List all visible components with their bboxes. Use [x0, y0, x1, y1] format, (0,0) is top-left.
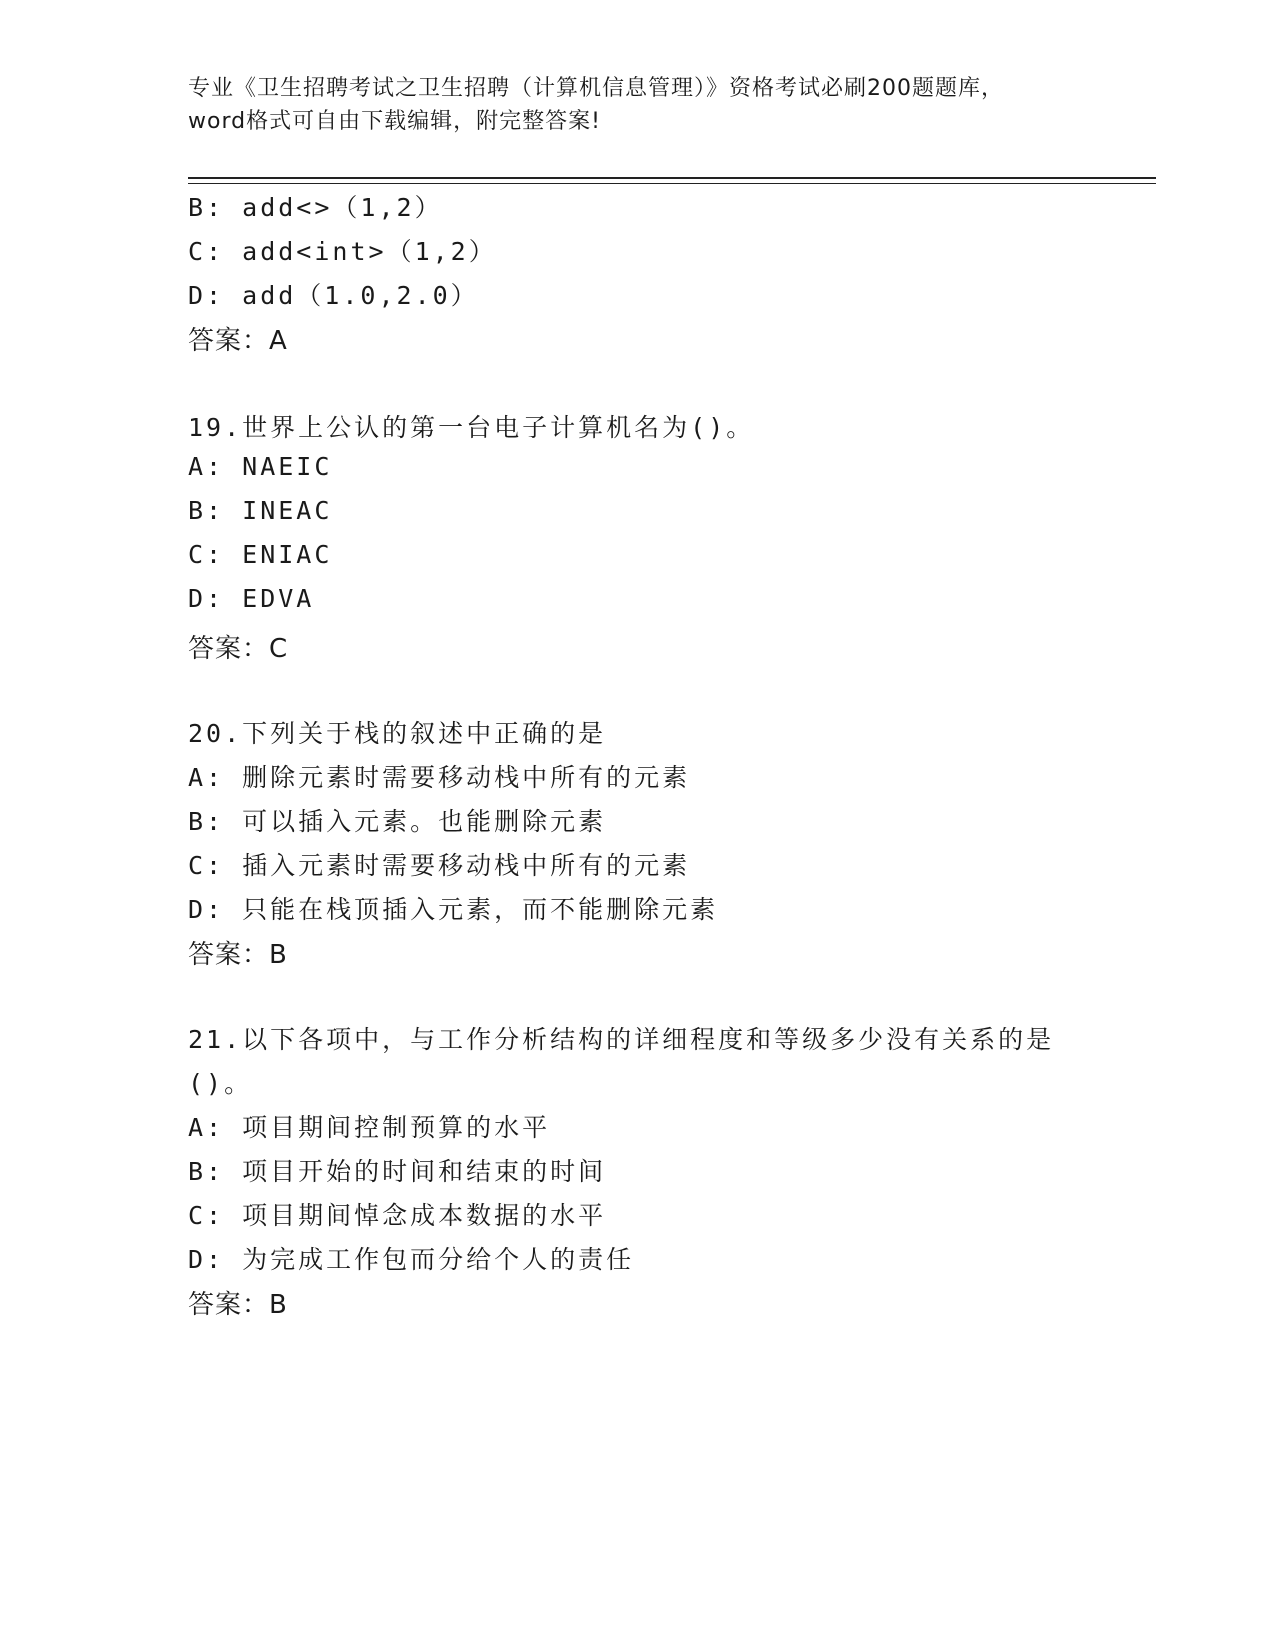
q18-answer: 答案：A [188, 326, 288, 356]
q18-option-d: D: add（1.0,2.0） [188, 281, 479, 310]
q19-option-c: C: ENIAC [188, 540, 333, 569]
q21-question-line-2: ()。 [188, 1069, 253, 1098]
header-rule-thick [188, 177, 1156, 179]
q19-question: 19.世界上公认的第一台电子计算机名为()。 [188, 413, 755, 442]
q19-option-d: D: EDVA [188, 584, 315, 613]
q20-answer: 答案：B [188, 940, 288, 970]
q20-option-d: D: 只能在栈顶插入元素，而不能删除元素 [188, 895, 719, 924]
q18-option-b: B: add<>（1,2） [188, 193, 443, 222]
q20-question: 20.下列关于栈的叙述中正确的是 [188, 719, 607, 748]
q20-option-c: C: 插入元素时需要移动栈中所有的元素 [188, 851, 691, 880]
q21-option-d: D: 为完成工作包而分给个人的责任 [188, 1245, 635, 1274]
q21-question-line-1: 21.以下各项中，与工作分析结构的详细程度和等级多少没有关系的是 [188, 1025, 1055, 1054]
q19-option-b: B: INEAC [188, 496, 333, 525]
document-header [188, 72, 1088, 138]
q19-answer: 答案：C [188, 634, 289, 664]
q19-option-a: A: NAEIC [188, 452, 333, 481]
q18-option-c: C: add<int>（1,2） [188, 237, 497, 266]
header-rule-thin [188, 183, 1156, 184]
q21-answer: 答案：B [188, 1290, 288, 1320]
header-title-line-2: word格式可自由下载编辑，附完整答案! [188, 109, 601, 134]
q21-option-b: B: 项目开始的时间和结束的时间 [188, 1157, 607, 1186]
q21-option-a: A: 项目期间控制预算的水平 [188, 1113, 551, 1142]
q20-option-a: A: 删除元素时需要移动栈中所有的元素 [188, 763, 691, 792]
q21-option-c: C: 项目期间悼念成本数据的水平 [188, 1201, 607, 1230]
q20-option-b: B: 可以插入元素。也能删除元素 [188, 807, 607, 836]
header-title-line-1: 专业《卫生招聘考试之卫生招聘（计算机信息管理）》资格考试必刷200题题库， [188, 76, 1004, 101]
